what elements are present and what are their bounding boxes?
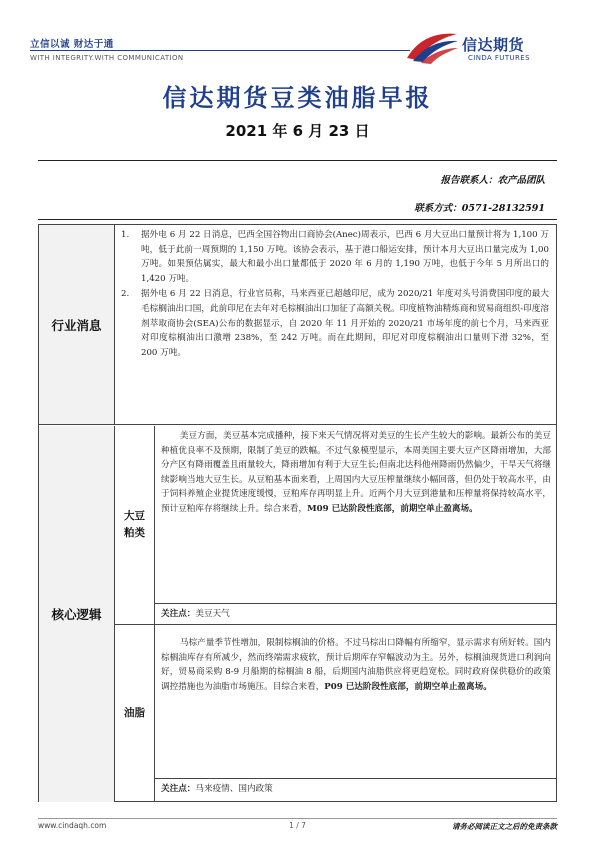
slogan-en: WITH INTEGRITY.WITH COMMUNICATION: [30, 54, 184, 62]
news-text: 据外电 6 月 22 日消息，行业官员称，马来西亚已超越印尼，成为 2020/21 年度对头号消费国印度的最大毛棕榈油出口国，此前印尼在去年对毛棕榈油出口加征了高额关税。印度植物油精炼商和贸易商组织-印度溶剂萃取商协会(SEA)公布的数据显示，自 2020 年 11 月开始的 2020/21 市场年度的前七个月，马来西亚对印度棕榈油出口激增 238%，至 242 万吨。而在此期间，印尼对印度棕榈油出口量则下滑 32%，至 200 万吨。: [141, 289, 549, 358]
news-number: 1.: [121, 230, 130, 240]
oil-text: 马棕产量季节性增加，限制棕榈油的价格。不过马棕出口降幅有所缩窄，显示需求有所好转。国内棕榈油库存有所减少，然而终端需求疲软，预计后期库存窄幅波动为主。另外，棕榈油现货进口利润向好，贸易商采购 8-9 月船期的棕榈油 8 船，后期国内油脂供应将更趋宽松。同时政府保供稳价的政策调控措施也为油脂市场施压。目综合来看，: [161, 638, 551, 692]
contact-method: 联系方式：0571-28132591: [414, 203, 545, 214]
logic-sub-divider: [115, 624, 556, 625]
report-title: 信达期货豆类油脂早报: [162, 84, 433, 112]
soy-text: 美豆方面，美豆基本完成播种，接下来天气情况将对美豆的生长产生较大的影响。最新公布的美豆种植优良率不及预期，限制了美豆的跌幅。不过气象模型显示，本周美国主要大豆产区降雨增加，大部分产区有降雨覆盖且雨量较大，降雨增加有利于大豆生长;但南北达科他州降雨仍然偏少，干旱天气将继续影响当地大豆生长。从豆粕基本面来看，上周国内大豆压榨量继续小幅回落，但仍处于较高水平，由于饲料养殖企业提货速度缓慢，豆粕库存再明显上升。近两个月大豆到港量和压榨量将保持较高水平，预计豆粕库存将继续上升。综合来看，: [161, 431, 551, 514]
report-date: 2021 年 6 月 23 日: [225, 122, 370, 140]
contact-person: 报告联系人：农产品团队: [440, 175, 545, 186]
news-item: [121, 287, 549, 360]
page-number: 1 / 7: [289, 821, 306, 830]
oil-label-text: 油脂: [124, 707, 145, 719]
oil-conclusion: P09 已达阶段性底部，前期空单止盈离场。: [324, 681, 492, 692]
industry-label: 行业消息: [39, 225, 115, 424]
contact-top-rule: [38, 160, 557, 161]
footer-divider: [38, 818, 557, 819]
cinda-logo-icon: [405, 30, 459, 64]
oil-label: [115, 625, 155, 802]
logic-row: [39, 426, 556, 802]
slogan-cn: 立信以诚 财达于通: [30, 39, 114, 50]
soy-focus: [155, 603, 556, 624]
logo-text-en: CINDA FUTURES: [468, 54, 530, 62]
soy-label-text: 大豆粕类: [124, 510, 145, 539]
soy-conclusion: M09 已达阶段性底部，前期空单止盈离场。: [307, 503, 478, 514]
industry-news: [121, 228, 549, 360]
oil-focus-text: 马来疫情、国内政策: [195, 784, 273, 794]
oil-focus: [155, 778, 556, 801]
news-item: [121, 228, 549, 286]
contact-bottom-rule: [38, 219, 557, 220]
soy-label: [115, 426, 155, 624]
logic-label: 核心逻辑: [39, 426, 115, 802]
oil-focus-label: 关注点：: [161, 784, 196, 794]
news-text: 据外电 6 月 22 日消息，巴西全国谷物出口商协会(Anec)周表示，巴西 6 月大豆出口量预计将为 1,100 万吨，低于此前一周预期的 1,150 万吨。该协会表示，基于港口船运安排，预计本月大豆出口量完成为 1,00 万吨。如果预估属实，最大和最小出口量都低于 2020 年 6 月的 1,190 万吨，也低于今年 5 月所出口的 1,420 万吨。: [141, 230, 549, 284]
oil-analysis: [161, 636, 551, 694]
industry-row: [39, 225, 556, 425]
footer-url[interactable]: www.cindaqh.com: [38, 821, 107, 830]
disclaimer-note: 请务必阅读正文之后的免责条款: [452, 822, 557, 831]
soy-focus-label: 关注点：: [161, 609, 196, 619]
header-divider: [30, 50, 410, 51]
logo-text-cn: 信达期货: [462, 36, 525, 54]
news-number: 2.: [121, 289, 130, 300]
soy-focus-text: 美豆天气: [195, 609, 230, 619]
soy-analysis: [161, 429, 551, 517]
page-header: [0, 0, 595, 70]
content-table: [38, 224, 557, 802]
